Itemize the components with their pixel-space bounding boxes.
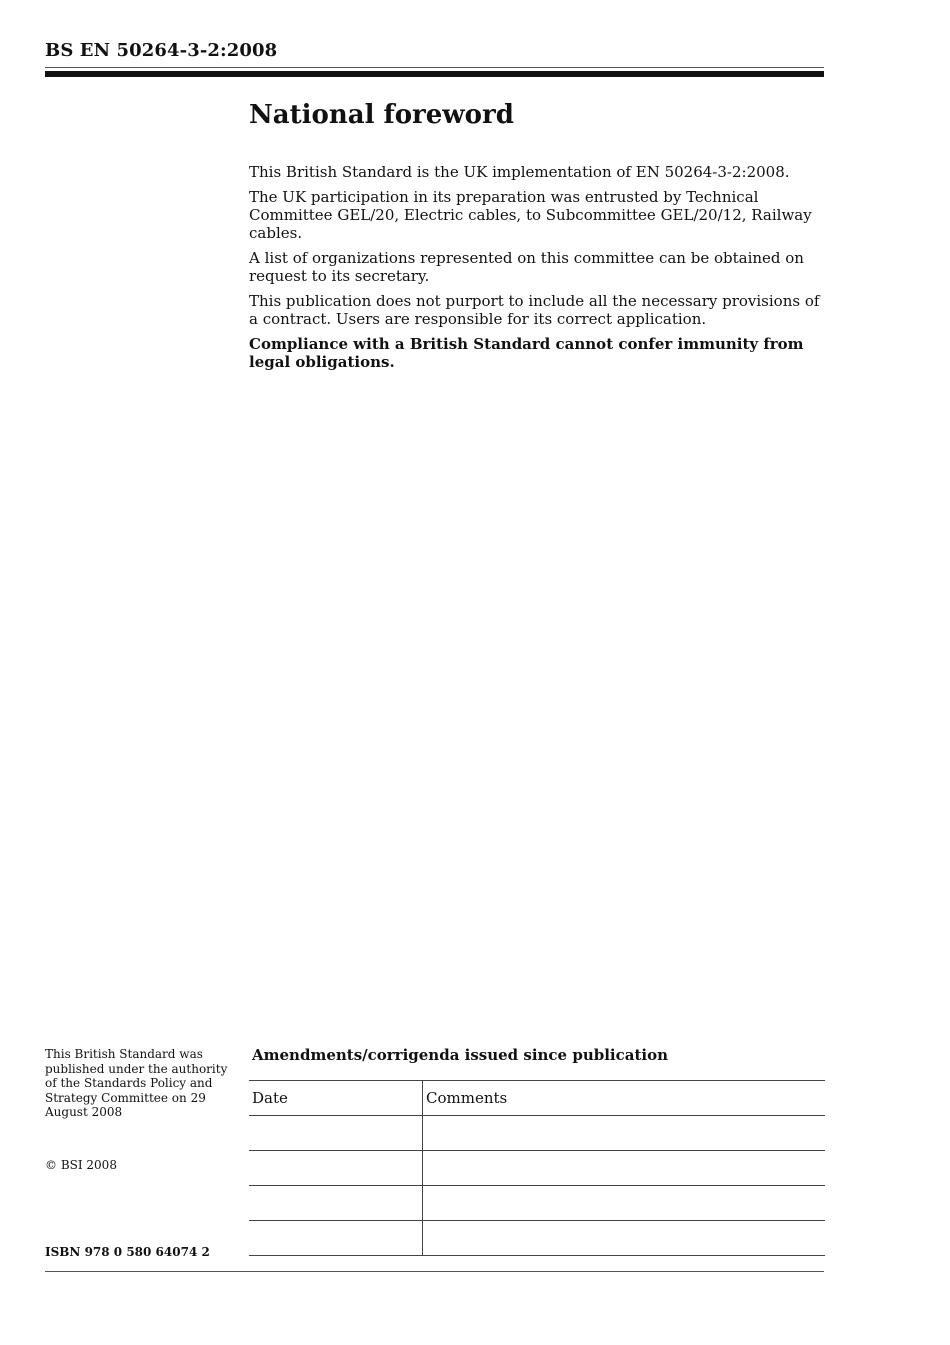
amendments-heading: Amendments/corrigenda issued since publication bbox=[252, 1046, 668, 1064]
table-cell-comments bbox=[423, 1151, 826, 1186]
table-row bbox=[249, 1186, 825, 1221]
table-cell-date bbox=[249, 1186, 423, 1221]
publisher-note: This British Standard was published under the authority of the Standards Policy and Strategy Committee on 29 August 2008 bbox=[45, 1047, 228, 1120]
table-row bbox=[249, 1151, 825, 1186]
paragraph-provisions: This publication does not purport to include all the necessary provisions of a contract. Users are responsible for its correct application. bbox=[249, 292, 820, 328]
column-header-date: Date bbox=[249, 1081, 423, 1116]
table-cell-date bbox=[249, 1221, 423, 1256]
page-title: National foreword bbox=[249, 100, 514, 130]
document-id: BS EN 50264-3-2:2008 bbox=[45, 40, 278, 61]
paragraph-participation: The UK participation in its preparation was entrusted by Technical Committee GEL/20, Electric cables, to Subcommittee GEL/20/12, Railway cables. bbox=[249, 188, 812, 242]
table-row bbox=[249, 1221, 825, 1256]
compliance-note: Compliance with a British Standard cannot confer immunity from legal obligations. bbox=[249, 335, 804, 371]
isbn: ISBN 978 0 580 64074 2 bbox=[45, 1245, 210, 1259]
table-row bbox=[249, 1116, 825, 1151]
paragraph-implementation: This British Standard is the UK implementation of EN 50264-3-2:2008. bbox=[249, 163, 790, 181]
foreword-body bbox=[249, 163, 829, 378]
table-cell-comments bbox=[423, 1116, 826, 1151]
table-cell-date bbox=[249, 1151, 423, 1186]
footer-rule bbox=[45, 1271, 824, 1272]
copyright-notice: © BSI 2008 bbox=[45, 1158, 117, 1172]
header-rule-thick bbox=[45, 71, 824, 77]
table-cell-comments bbox=[423, 1221, 826, 1256]
table-cell-comments bbox=[423, 1186, 826, 1221]
header-rule-thin bbox=[45, 67, 824, 68]
paragraph-committee-list: A list of organizations represented on this committee can be obtained on request to its secretary. bbox=[249, 249, 804, 285]
table-header-row bbox=[249, 1081, 825, 1116]
amendments-table bbox=[249, 1080, 825, 1256]
column-header-comments: Comments bbox=[423, 1081, 826, 1116]
table-cell-date bbox=[249, 1116, 423, 1151]
